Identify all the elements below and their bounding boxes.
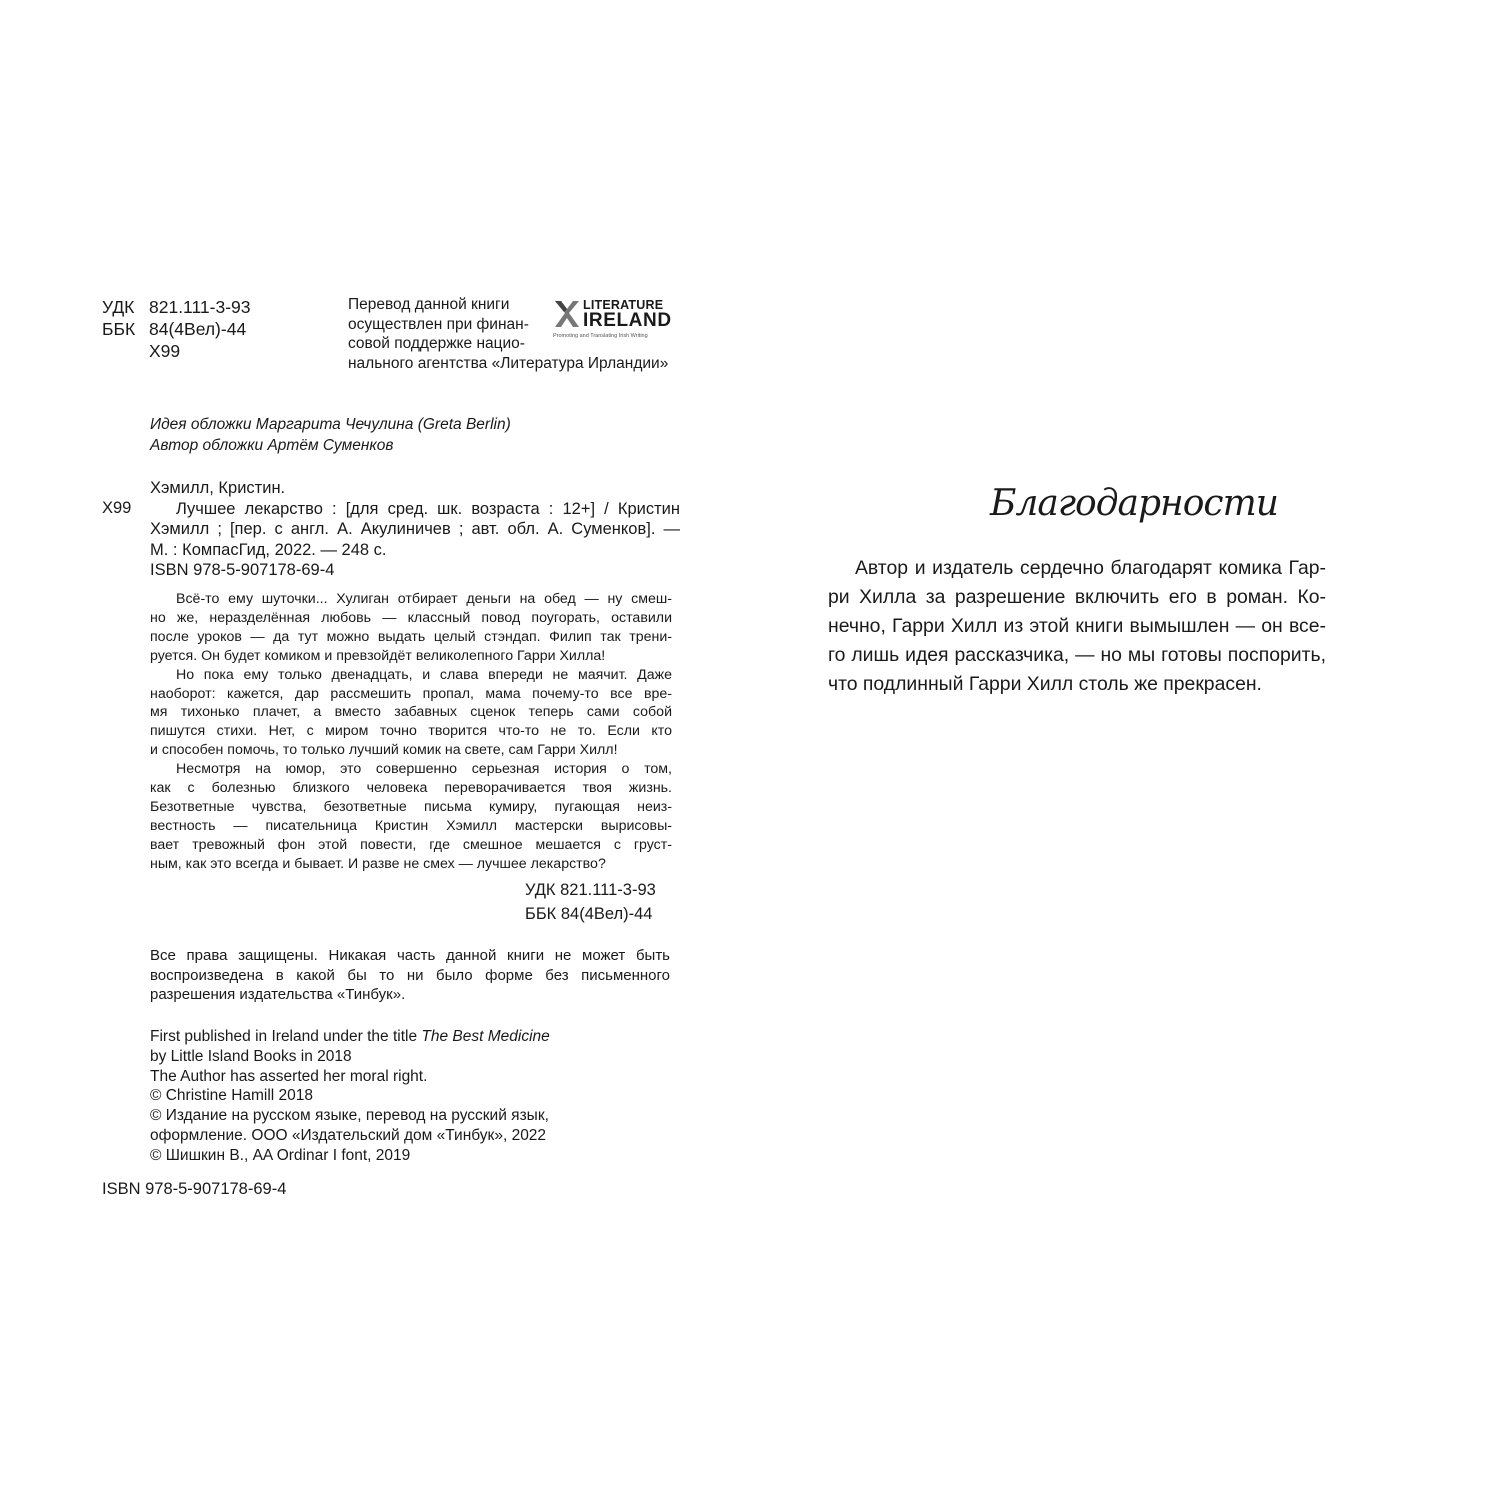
annotation-line: пишутся стихи. Нет, с миром точно творится что-то не то. Если кто — [150, 723, 672, 740]
rights-notice — [150, 946, 670, 1005]
logo-line-1: LITERATURE — [583, 298, 664, 312]
record-code: Х99 — [102, 499, 132, 517]
annotation-line: как с болезнью близкого человека переворачивается твоя жизнь. — [150, 780, 672, 797]
annotation-line: ным, как это всегда и бывает. И разве не смех — лучшее лекарство? — [150, 855, 606, 872]
classification-block — [102, 296, 251, 362]
annotation — [150, 590, 672, 874]
udk-value: 821.111-3-93 — [149, 297, 251, 317]
annotation-line: Безответные чувства, безответные письма кумиру, пугающая неиз- — [150, 798, 672, 815]
annotation-line: вает тревожный фон этой повести, где смешное мешается с груст- — [150, 836, 672, 853]
isbn: ISBN 978-5-907178-69-4 — [102, 1180, 287, 1198]
bbk-label: ББК — [102, 319, 136, 339]
ack-line: ри Хилла за разрешение включить его в роман. Ко- — [828, 586, 1326, 608]
rights-line: разрешения издательства «Тинбук». — [150, 986, 406, 1003]
annotation-line: Всё-то ему шуточки... Хулиган отбирает деньги на обед — ну смеш- — [176, 591, 672, 607]
logo-tagline: Promoting and Translating Irish Writing — [553, 333, 648, 339]
annotation-line: и способен помочь, то только лучший комик на свете, сам Гарри Хилл! — [150, 742, 618, 759]
record-line: Хэмилл ; [пер. с англ. А. Акулиничев ; авт. обл. А. Суменков]. — — [150, 520, 680, 538]
ack-line: го лишь идея рассказчика, — но мы готовы поспорить, — [828, 644, 1326, 666]
acknowledgements-body — [828, 554, 1326, 699]
copyright-line: © Шишкин В., AA Ordinar I font, 2019 — [150, 1146, 411, 1164]
copyright-block — [150, 1027, 550, 1166]
udk-label: УДК — [102, 297, 135, 317]
grant-line: нального агентства «Литература Ирландии» — [348, 354, 669, 372]
first-published-line — [150, 1027, 550, 1047]
credit-line: Автор обложки Артём Суменков — [150, 437, 394, 454]
record-line: Лучшее лекарство : [для сред. шк. возраста : 12+] / Кристин — [176, 499, 680, 518]
rights-line: Все права защищены. Никакая часть данной книги не может быть — [150, 947, 670, 964]
classification-indices — [525, 878, 656, 926]
copyright-line: The Author has asserted her moral right. — [150, 1067, 428, 1085]
record-author: Хэмилл, Кристин. — [150, 479, 286, 497]
record-isbn: ISBN 978-5-907178-69-4 — [150, 561, 335, 579]
first-published-text: First published in Ireland under the title — [150, 1028, 422, 1045]
bbk-row — [102, 318, 251, 340]
logo-line-2: IRELAND — [583, 310, 672, 331]
record-body — [102, 499, 680, 581]
original-title: The Best Medicine — [421, 1028, 550, 1045]
bbk-value: 84(4Вел)-44 — [149, 319, 247, 339]
annotation-line: наоборот: кажется, дар рассмешить пропал, мама почему-то все вре- — [150, 685, 672, 702]
literature-ireland-logo — [553, 298, 678, 344]
grant-line: Перевод данной книги — [348, 296, 510, 313]
rights-line: воспроизведена в какой бы то ни было форме без письменного — [150, 966, 670, 984]
index-bbk: ББК 84(4Вел)-44 — [525, 905, 653, 923]
annotation-line: после уроков — да тут можно выдать целый стэндап. Филип так трени- — [150, 628, 672, 645]
index-udk: УДК 821.111-3-93 — [525, 881, 656, 899]
udk-row — [102, 296, 251, 318]
credit-line: Идея обложки Маргарита Чечулина (Greta Berlin) — [150, 416, 511, 433]
author-sign-row — [102, 340, 251, 362]
acknowledgements-title: Благодарности — [990, 483, 1278, 524]
copyright-line: by Little Island Books in 2018 — [150, 1047, 352, 1065]
ack-line: нечно, Гарри Хилл из этой книги вымышлен — он все- — [828, 615, 1326, 637]
grant-line: совой поддержке нацио- — [348, 335, 525, 352]
annotation-line: мя тихонько плачет, а вместо забавных сценок теперь сами собой — [150, 704, 672, 721]
grant-line: осуществлен при финан- — [348, 315, 529, 333]
annotation-line: но же, неразделённая любовь — классный повод поугорать, оставили — [150, 609, 672, 626]
copyright-line: оформление. ООО «Издательский дом «Тинбук», 2022 — [150, 1126, 547, 1144]
copyright-line: © Издание на русском языке, перевод на русский язык, — [150, 1107, 549, 1125]
annotation-line: вестность — писательница Кристин Хэмилл мастерски вырисовы- — [150, 817, 672, 834]
cover-credits — [150, 414, 511, 456]
ack-line: Автор и издатель сердечно благодарят комика Гар- — [855, 557, 1326, 579]
record-line: М. : КомпасГид, 2022. — 248 с. — [150, 540, 387, 559]
ack-line: что подлинный Гарри Хилл столь же прекрасен. — [828, 673, 1262, 695]
annotation-line: Но пока ему только двенадцать, и слава впереди не маячит. Даже — [176, 666, 672, 683]
annotation-line: Несмотря на юмор, это совершенно серьезная история о том, — [176, 761, 672, 778]
copyright-line: © Christine Hamill 2018 — [150, 1087, 314, 1105]
bibliographic-record — [102, 478, 680, 581]
annotation-line: руется. Он будет комиком и превзойдёт великолепного Гарри Хилла! — [150, 647, 606, 664]
x-mark-icon — [553, 299, 581, 329]
author-sign: Х99 — [149, 341, 181, 361]
